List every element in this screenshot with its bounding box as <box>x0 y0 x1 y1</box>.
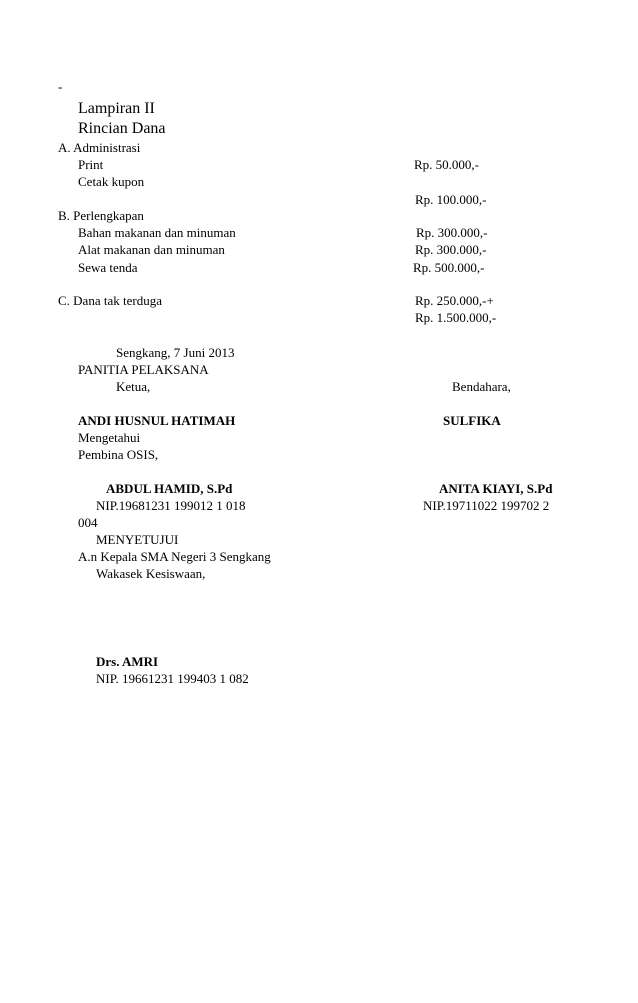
document-title: Rincian Dana <box>78 120 166 137</box>
item-amount: Rp. 300.000,- <box>416 225 488 240</box>
total-amount: Rp. 1.500.000,- <box>415 310 497 325</box>
bendahara-name: SULFIKA <box>443 413 501 428</box>
top-mark: - <box>58 79 63 94</box>
lampiran-label: Lampiran II <box>78 100 155 117</box>
ketua-title: Ketua, <box>116 379 151 394</box>
mengetahui-label: Mengetahui <box>78 430 141 445</box>
ketua-name: ANDI HUSNUL HATIMAH <box>78 413 236 428</box>
item-amount: Rp. 50.000,- <box>414 157 479 172</box>
other-signer-nip-continued: 004 <box>78 515 98 530</box>
wakasek-name: Drs. AMRI <box>96 654 159 669</box>
pembina-title: Pembina OSIS, <box>78 447 159 462</box>
section-b-heading: B. Perlengkapan <box>58 208 144 223</box>
item-name: Cetak kupon <box>78 174 145 189</box>
item-name: Bahan makanan dan minuman <box>78 225 236 240</box>
menyetujui-label: MENYETUJUI <box>96 532 179 547</box>
kepala-line: A.n Kepala SMA Negeri 3 Sengkang <box>78 549 271 564</box>
item-name: Print <box>78 157 104 172</box>
item-amount: Rp. 250.000,-+ <box>415 293 494 308</box>
place-date: Sengkang, 7 Juni 2013 <box>116 345 235 360</box>
other-signer-name: ANITA KIAYI, S.Pd <box>439 481 553 496</box>
section-c-heading: C. Dana tak terduga <box>58 293 162 308</box>
pembina-nip: NIP.19681231 199012 1 018 <box>96 498 246 513</box>
other-signer-nip: NIP.19711022 199702 2 <box>423 498 550 513</box>
item-amount: Rp. 100.000,- <box>415 192 487 207</box>
item-name: Sewa tenda <box>78 260 138 275</box>
bendahara-title: Bendahara, <box>452 379 511 394</box>
section-a-heading: A. Administrasi <box>58 140 141 155</box>
committee-label: PANITIA PELAKSANA <box>78 362 209 377</box>
item-amount: Rp. 500.000,- <box>413 260 485 275</box>
item-name: Alat makanan dan minuman <box>78 242 225 257</box>
wakasek-nip: NIP. 19661231 199403 1 082 <box>96 671 249 686</box>
item-amount: Rp. 300.000,- <box>415 242 487 257</box>
pembina-name: ABDUL HAMID, S.Pd <box>106 481 233 496</box>
wakasek-title: Wakasek Kesiswaan, <box>96 566 206 581</box>
